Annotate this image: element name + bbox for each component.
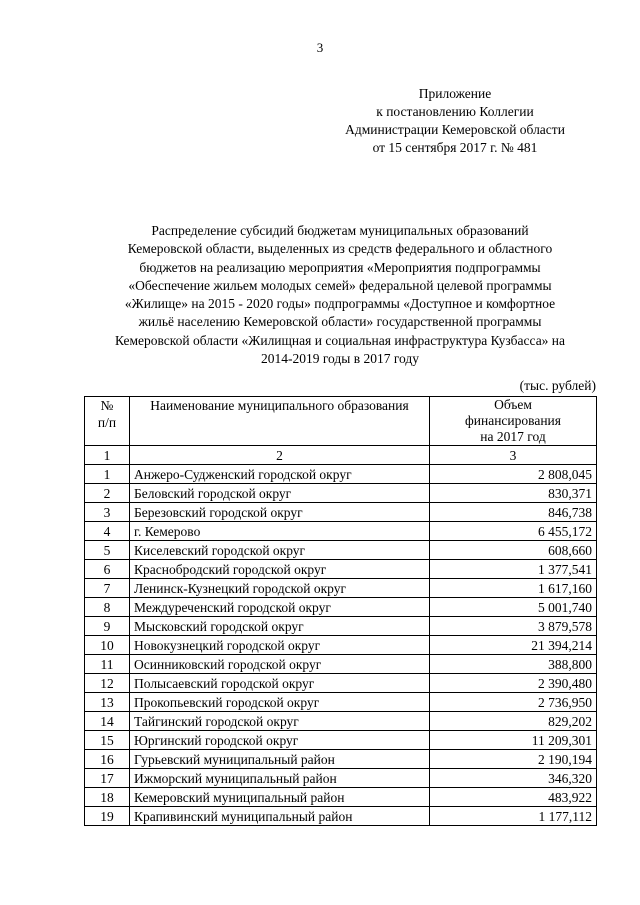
title-line: Распределение субсидий бюджетам муниципальных образований: [151, 223, 529, 238]
row-name: Тайгинский городской округ: [130, 712, 430, 731]
appendix-line: Администрации Кемеровской области: [345, 122, 565, 137]
table-row: [85, 731, 597, 750]
row-amount: 483,922: [430, 788, 597, 807]
row-name: Киселевский городской округ: [130, 541, 430, 560]
table-row: [85, 750, 597, 769]
row-amount: 6 455,172: [430, 522, 597, 541]
row-amount: 3 879,578: [430, 617, 597, 636]
row-num: 15: [85, 731, 130, 750]
column-index-cell: 2: [130, 446, 430, 465]
row-name: Новокузнецкий городской округ: [130, 636, 430, 655]
row-name: Ижморский муниципальный район: [130, 769, 430, 788]
header-num: [85, 397, 130, 446]
row-amount: 21 394,214: [430, 636, 597, 655]
table-row: [85, 674, 597, 693]
row-name: Юргинский городской округ: [130, 731, 430, 750]
table-row: [85, 560, 597, 579]
table-header-row: [85, 397, 597, 446]
table-row: [85, 465, 597, 484]
row-name: Березовский городской округ: [130, 503, 430, 522]
column-index-row: [85, 446, 597, 465]
title-line: жильё населению Кемеровской области» государственной программы: [138, 314, 542, 330]
header-num-line1: №: [100, 398, 114, 413]
row-amount: 829,202: [430, 712, 597, 731]
row-name: Кемеровский муниципальный район: [130, 788, 430, 807]
row-amount: 608,660: [430, 541, 597, 560]
table-row: [85, 655, 597, 674]
row-name: г. Кемерово: [130, 522, 430, 541]
row-num: 8: [85, 598, 130, 617]
table-row: [85, 522, 597, 541]
row-name: Мысковский городской округ: [130, 617, 430, 636]
row-amount: 11 209,301: [430, 731, 597, 750]
title-line: Кемеровской области, выделенных из средств федерального и областного: [127, 241, 553, 257]
row-num: 11: [85, 655, 130, 674]
row-num: 2: [85, 484, 130, 503]
row-amount: 2 736,950: [430, 693, 597, 712]
table-row: [85, 712, 597, 731]
row-amount: 2 190,194: [430, 750, 597, 769]
row-amount: 2 808,045: [430, 465, 597, 484]
table-row: [85, 617, 597, 636]
appendix-line: к постановлению Коллегии: [376, 104, 534, 119]
appendix-line: от 15 сентября 2017 г. № 481: [372, 140, 538, 155]
row-num: 3: [85, 503, 130, 522]
row-num: 5: [85, 541, 130, 560]
table-row: [85, 693, 597, 712]
row-name: Осинниковский городской округ: [130, 655, 430, 674]
row-amount: 846,738: [430, 503, 597, 522]
title-line: «Жилище» на 2015 - 2020 годы» подпрограммы «Доступное и комфортное: [124, 296, 556, 312]
row-amount: 830,371: [430, 484, 597, 503]
row-num: 7: [85, 579, 130, 598]
row-name: Анжеро-Судженский городской округ: [130, 465, 430, 484]
table-row: [85, 503, 597, 522]
column-index-cell: 3: [430, 446, 597, 465]
header-amount-line2: финансирования: [465, 413, 561, 428]
title-line: «Обеспечение жильем молодых семей» федеральной целевой программы: [128, 277, 552, 293]
row-num: 18: [85, 788, 130, 807]
row-num: 9: [85, 617, 130, 636]
row-num: 13: [85, 693, 130, 712]
units-label: (тыс. рублей): [519, 378, 596, 393]
row-amount: 346,320: [430, 769, 597, 788]
row-name: Полысаевский городской округ: [130, 674, 430, 693]
header-amount-line1: Объем: [494, 397, 532, 412]
row-num: 6: [85, 560, 130, 579]
header-amount: [430, 397, 597, 446]
table-row: [85, 769, 597, 788]
row-amount: 388,800: [430, 655, 597, 674]
appendix-line: Приложение: [418, 86, 492, 101]
row-amount: 2 390,480: [430, 674, 597, 693]
row-amount: 1 177,112: [430, 807, 597, 826]
row-num: 14: [85, 712, 130, 731]
row-name: Краснобродский городской округ: [130, 560, 430, 579]
table-row: [85, 598, 597, 617]
table-row: [85, 484, 597, 503]
row-num: 10: [85, 636, 130, 655]
header-num-line2: п/п: [97, 415, 117, 430]
title-line: бюджетов на реализацию мероприятия «Мероприятия подпрограммы: [139, 259, 541, 275]
row-num: 16: [85, 750, 130, 769]
row-num: 17: [85, 769, 130, 788]
subsidies-table: [84, 396, 597, 826]
header-amount-line3: на 2017 год: [480, 429, 546, 444]
table-row: [85, 788, 597, 807]
title-line: 2014-2019 годы в 2017 году: [260, 351, 420, 367]
column-index-cell: 1: [85, 446, 130, 465]
document-title: [84, 222, 596, 368]
row-num: 12: [85, 674, 130, 693]
row-amount: 1 377,541: [430, 560, 597, 579]
header-name: Наименование муниципального образования: [130, 397, 430, 446]
table-row: [85, 636, 597, 655]
row-num: 19: [85, 807, 130, 826]
table-row: [85, 541, 597, 560]
row-num: 4: [85, 522, 130, 541]
row-name: Прокопьевский городской округ: [130, 693, 430, 712]
table-row: [85, 579, 597, 598]
page-number: 3: [316, 40, 324, 55]
row-name: Крапивинский муниципальный район: [130, 807, 430, 826]
row-name: Беловский городской округ: [130, 484, 430, 503]
title-line: Кемеровской области «Жилищная и социальная инфраструктура Кузбасса» на: [114, 332, 566, 348]
row-amount: 1 617,160: [430, 579, 597, 598]
row-num: 1: [85, 465, 130, 484]
table-row: [85, 807, 597, 826]
row-amount: 5 001,740: [430, 598, 597, 617]
row-name: Ленинск-Кузнецкий городской округ: [130, 579, 430, 598]
row-name: Междуреченский городской округ: [130, 598, 430, 617]
appendix-block: [320, 85, 590, 157]
row-name: Гурьевский муниципальный район: [130, 750, 430, 769]
